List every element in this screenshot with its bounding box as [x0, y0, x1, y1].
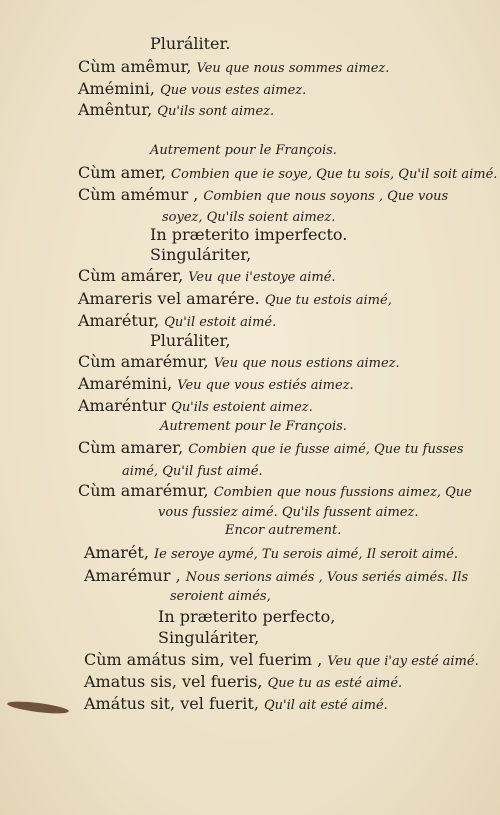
section-heading: Pluráliter, — [150, 331, 231, 350]
section-note: Autrement pour le François. — [150, 143, 337, 158]
text-line: Pluráliter. — [150, 34, 231, 53]
section-heading: Singuláriter, — [150, 245, 252, 264]
text-line: Cùm amarémur, Veu que nous estions aimez. — [78, 352, 400, 371]
text-line: seroient aimés, — [170, 589, 271, 604]
text-line: Amarémur , Nous serions aimés , Vous seriés aimés. Ils — [84, 566, 469, 585]
text-line: Amarét, Ie seroye aymé, Tu serois aimé, Il seroit aimé. — [84, 543, 459, 562]
text-line: Cùm amárer, Veu que i'estoye aimé. — [78, 266, 336, 285]
text-line: Amêntur, Qu'ils sont aimez. — [78, 100, 275, 119]
text-line: Cùm amarémur, Combien que nous fussions aimez, Que — [78, 481, 472, 500]
section-heading: In præterito imperfecto. — [150, 225, 348, 244]
text-line: Amarétur, Qu'il estoit aimé. — [78, 311, 277, 330]
section-heading: In præterito perfecto, — [158, 607, 336, 626]
section-note: Encor autrement. — [225, 523, 342, 538]
section-heading: Singuláriter, — [158, 628, 260, 647]
text-line: Cùm amêmur, Veu que nous sommes aimez. — [78, 57, 390, 76]
bleed-through-text — [384, 40, 494, 480]
section-note: Autrement pour le François. — [160, 419, 347, 434]
text-line: soyez, Qu'ils soient aimez. — [162, 210, 336, 225]
text-line: vous fussiez aimé. Qu'ils fussent aimez. — [158, 505, 419, 520]
text-line: Amátus sit, vel fuerit, Qu'il ait esté aimé. — [84, 694, 388, 713]
ink-smudge — [7, 699, 70, 715]
text-line: Cùm amátus sim, vel fuerim , Veu que i'ay esté aimé. — [84, 650, 479, 669]
text-line: Amareris vel amarére. Que tu estois aimé, — [78, 289, 392, 308]
text-line: Amatus sis, vel fueris, Que tu as esté aimé. — [84, 672, 403, 691]
text-line: Amémini, Que vous estes aimez. — [78, 79, 307, 98]
text-line: Amaréntur Qu'ils estoient aimez. — [78, 396, 313, 415]
text-line: Amarémini, Veu que vous estiés aimez. — [78, 374, 354, 393]
text-line: Cùm amer, Combien que ie soye, Que tu sois, Qu'il soit aimé. — [78, 163, 498, 182]
text-line: Cùm amarer, Combien que ie fusse aimé, Que tu fusses — [78, 438, 464, 457]
text-line: Cùm amémur , Combien que nous soyons , Que vous — [78, 185, 449, 204]
text-line: aimé, Qu'il fust aimé. — [122, 464, 263, 479]
